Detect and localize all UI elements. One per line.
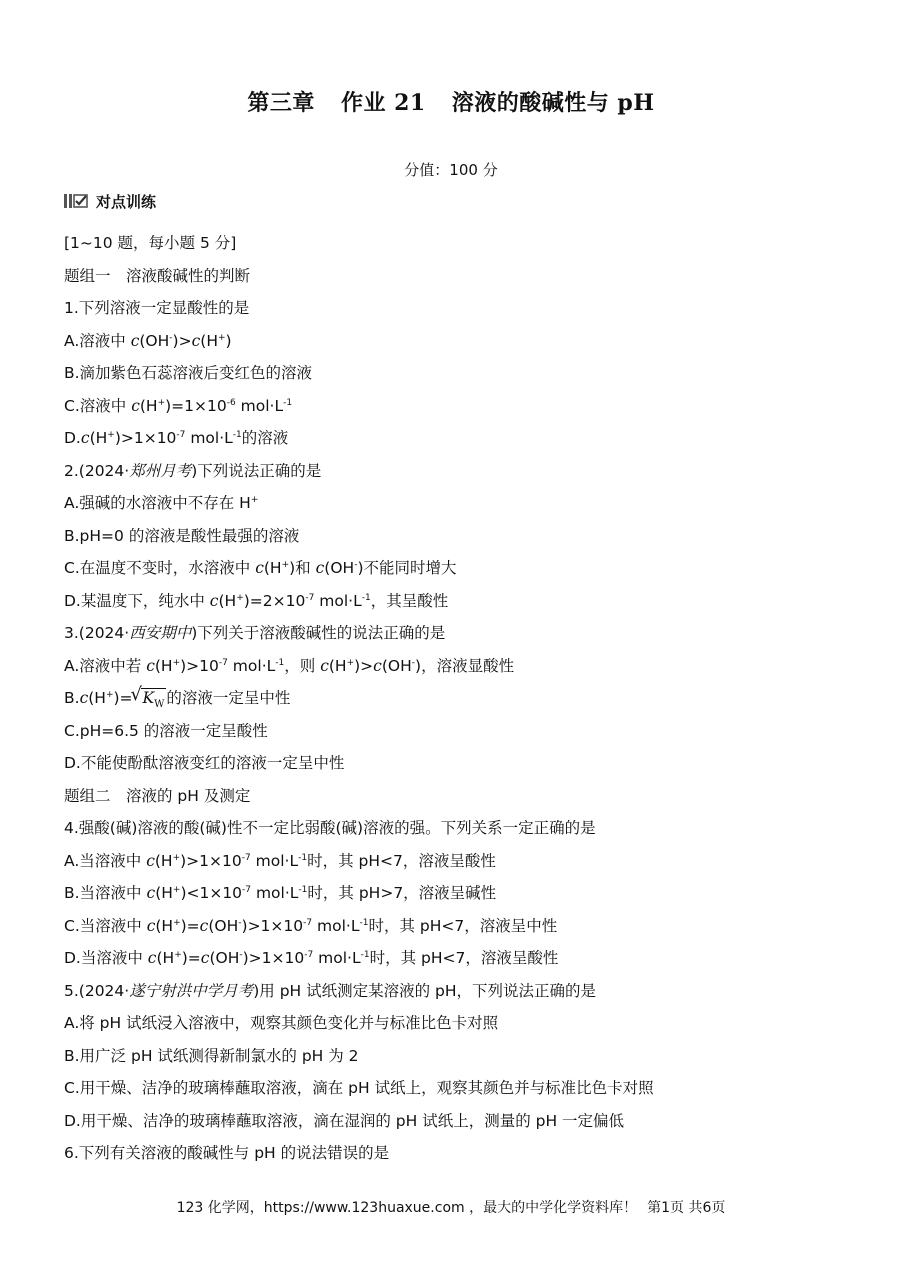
line-text: )= [113,689,133,707]
line-text: A.当溶液中 [64,851,147,870]
line-text: mol·L [313,949,361,967]
question-line [64,292,844,325]
line-text: )用 pH 试纸测定某溶液的 pH，下列说法正确的是 [253,981,597,1000]
line-text: mol·L [314,591,362,610]
line-text: (H [156,949,175,967]
line-text: (H [155,916,174,935]
line-text: 的溶液 [241,429,289,447]
sqrt-expression [130,682,167,722]
title-task: 作业 21 [340,90,426,116]
line-text: B. [64,689,80,707]
line-text: A.溶液中 [64,331,131,350]
line-text: C.在温度不变时，水溶液中 [64,559,256,577]
question-line [64,1105,844,1138]
line-text: D.当溶液中 [64,949,148,967]
superscript: + [217,332,226,343]
line-text: )和 [289,559,316,577]
question-line [64,910,844,943]
line-text: (H [154,851,173,870]
source-note: 郑州月考 [129,461,192,480]
line-text: 4.强酸(碱)溶液的酸(碱)性不一定比弱酸(碱)溶液的强。下列关系一定正确的是 [64,819,596,837]
line-text: )下列关于溶液酸碱性的说法正确的是 [191,624,446,642]
line-text: )>1×10 [242,949,305,967]
line-text: ) [225,331,232,350]
page-footer [0,1197,902,1217]
concentration-symbol: c [130,331,140,350]
concentration-symbol: c [80,429,90,447]
checkbox-icon [64,193,88,209]
line-text: (H [139,396,158,415]
page-number: 第1页 共6页 [647,1200,726,1216]
footer-text: 123 化学网，https://www.123huaxue.com ，最大的中学化学资料库！ [176,1200,638,1216]
line-text: mol·L [185,429,233,447]
line-text: )<1×10 [180,884,243,902]
superscript: + [172,884,181,895]
superscript: -6 [226,397,236,408]
question-line [64,812,844,845]
line-text: )>1×10 [241,916,304,935]
superscript: + [172,852,181,863]
question-line [64,585,844,618]
line-text: (OH [324,559,355,577]
superscript: -7 [303,917,313,928]
line-text: 时，其 pH<7，溶液呈酸性 [369,949,559,967]
line-text: (H [155,884,173,902]
concentration-symbol: c [146,656,155,675]
question-line [64,650,844,683]
question-line [64,227,844,260]
line-text: mol·L [251,884,299,902]
section-label: 对点训练 [96,192,157,211]
superscript: -1 [360,949,370,960]
question-line [64,715,844,748]
superscript: + [346,657,355,668]
question-line [64,390,844,423]
concentration-symbol: c [315,559,325,577]
line-text: (H [328,656,347,675]
line-text: (OH [381,656,412,675]
concentration-symbol: c [320,656,329,675]
superscript: + [236,592,244,603]
superscript: -7 [304,949,314,960]
line-text: (H [89,429,108,447]
concentration-symbol: c [209,591,219,610]
question-line [64,1040,844,1073]
radical-sign: √ [130,684,143,705]
superscript: -1 [275,657,285,668]
superscript: - [238,917,242,928]
superscript: -7 [176,429,186,440]
superscript: + [174,949,182,960]
line-text: )=2×10 [243,591,306,610]
superscript: -7 [218,657,228,668]
superscript: -7 [242,884,252,895]
line-text: A.将 pH 试纸浸入溶液中，观察其颜色变化并与标准比色卡对照 [64,1014,499,1032]
question-line [64,975,844,1008]
line-text: 6.下列有关溶液的酸碱性与 pH 的说法错误的是 [64,1144,390,1162]
line-text: A.溶液中若 [64,656,147,675]
line-text: )=1×10 [165,396,227,415]
question-line [64,1072,844,1105]
line-text: )> [172,331,192,350]
superscript: -1 [283,397,293,408]
line-text: C.用干燥、洁净的玻璃棒蘸取溶液，滴在 pH 试纸上，观察其颜色并与标准比色卡对照 [64,1079,654,1097]
line-text: )，溶液显酸性 [415,656,515,675]
line-text: (OH [208,916,239,935]
line-text: (H [218,591,237,610]
title-topic: 溶液的酸碱性与 pH [451,90,655,116]
question-line [64,487,844,520]
source-note: 西安期中 [129,624,192,642]
line-text: 时，其 pH>7，溶液呈碱性 [307,884,497,902]
radicand [141,688,167,711]
superscript: -1 [298,884,308,895]
concentration-symbol: c [199,916,209,935]
line-text: D.不能使酚酞溶液变红的溶液一定呈中性 [64,754,345,772]
line-text: 5.(2024· [64,981,130,1000]
source-note: 遂宁射洪中学月考 [129,981,254,1000]
question-line [64,942,844,975]
question-list [64,227,844,1170]
superscript: - [354,559,358,570]
line-text: )>1×10 [114,429,177,447]
line-text: mol·L [227,656,276,675]
line-text: (H [263,559,282,577]
concentration-symbol: c [200,949,210,967]
line-text: [1~10 题，每小题 5 分] [64,234,237,252]
superscript: - [411,657,416,668]
line-text: )> [354,656,374,675]
line-text: D. [64,429,81,447]
line-text: B.当溶液中 [64,884,147,902]
question-line [64,617,844,650]
question-line [64,357,844,390]
line-text: 题组二 溶液的 pH 及测定 [64,786,251,805]
question-line [64,520,844,553]
line-text: B.pH=0 的溶液是酸性最强的溶液 [64,526,300,545]
question-line [64,877,844,910]
superscript: + [281,559,290,570]
line-text: mol·L [312,916,360,935]
question-line [64,780,844,813]
concentration-symbol: c [146,916,156,935]
question-line [64,682,844,715]
superscript: -1 [232,429,242,440]
superscript: + [250,494,259,505]
line-text: (H [88,689,106,707]
superscript: -7 [305,592,315,603]
line-text: )= [180,916,200,935]
title-chapter: 第三章 [247,90,315,116]
line-text: C.当溶液中 [64,916,147,935]
question-line [64,325,844,358]
line-text: 时，其 pH<7，溶液呈中性 [368,916,558,935]
line-text: mol·L [235,396,284,415]
concentration-symbol: c [191,331,201,350]
line-text: B.滴加紫色石蕊溶液后变红色的溶液 [64,364,313,382]
concentration-symbol: c [79,689,89,707]
superscript: -1 [361,592,371,603]
superscript: + [157,397,166,408]
line-text: 的溶液一定呈中性 [166,689,291,707]
line-text: (OH [139,331,170,350]
line-text: 3.(2024· [64,624,130,642]
line-text: )>10 [180,656,219,675]
concentration-symbol: c [146,884,156,902]
line-text: ，则 [284,656,321,675]
line-text: B.用广泛 pH 试纸测得新制氯水的 pH 为 2 [64,1046,359,1065]
line-text: D.某温度下，纯水中 [64,591,210,610]
line-text: 1.下列溶液一定显酸性的是 [64,299,250,317]
question-line [64,260,844,293]
section-header [64,190,156,212]
concentration-symbol: c [131,396,140,415]
superscript: + [173,917,181,928]
kw-symbol: K [142,689,155,707]
superscript: + [107,429,115,440]
superscript: - [169,332,173,343]
question-line [64,1007,844,1040]
superscript: + [105,689,114,700]
line-text: mol·L [250,851,299,870]
question-line [64,845,844,878]
line-text: 2.(2024· [64,461,130,480]
score-label: 分值：100 分 [404,161,498,179]
page-title [0,86,902,117]
question-line [64,1137,844,1170]
line-text: (H [154,656,173,675]
line-text: 时，其 pH<7，溶液呈酸性 [307,851,496,870]
question-line [64,552,844,585]
concentration-symbol: c [147,949,157,967]
superscript: + [172,657,181,668]
line-text: (H [200,331,218,350]
concentration-symbol: c [255,559,264,577]
line-text: 题组一 溶液酸碱性的判断 [64,266,251,285]
line-text: C.溶液中 [64,396,132,415]
concentration-symbol: c [146,851,155,870]
line-text: )>1×10 [180,851,242,870]
superscript: -1 [359,917,369,928]
question-line [64,747,844,780]
line-text: )不能同时增大 [357,559,457,577]
kw-subscript: W [154,699,165,711]
line-text: )= [181,949,201,967]
question-line [64,455,844,488]
line-text: (OH [209,949,240,967]
concentration-symbol: c [373,656,382,675]
superscript: - [239,949,243,960]
line-text: C.pH=6.5 的溶液一定呈酸性 [64,721,268,740]
line-text: )下列说法正确的是 [191,461,322,480]
line-text: A.强碱的水溶液中不存在 H [64,494,251,512]
line-text: ，其呈酸性 [370,591,449,610]
line-text: D.用干燥、洁净的玻璃棒蘸取溶液，滴在湿润的 pH 试纸上，测量的 pH 一定偏低 [64,1111,625,1130]
superscript: -1 [298,852,308,863]
question-line [64,422,844,455]
superscript: -7 [241,852,251,863]
